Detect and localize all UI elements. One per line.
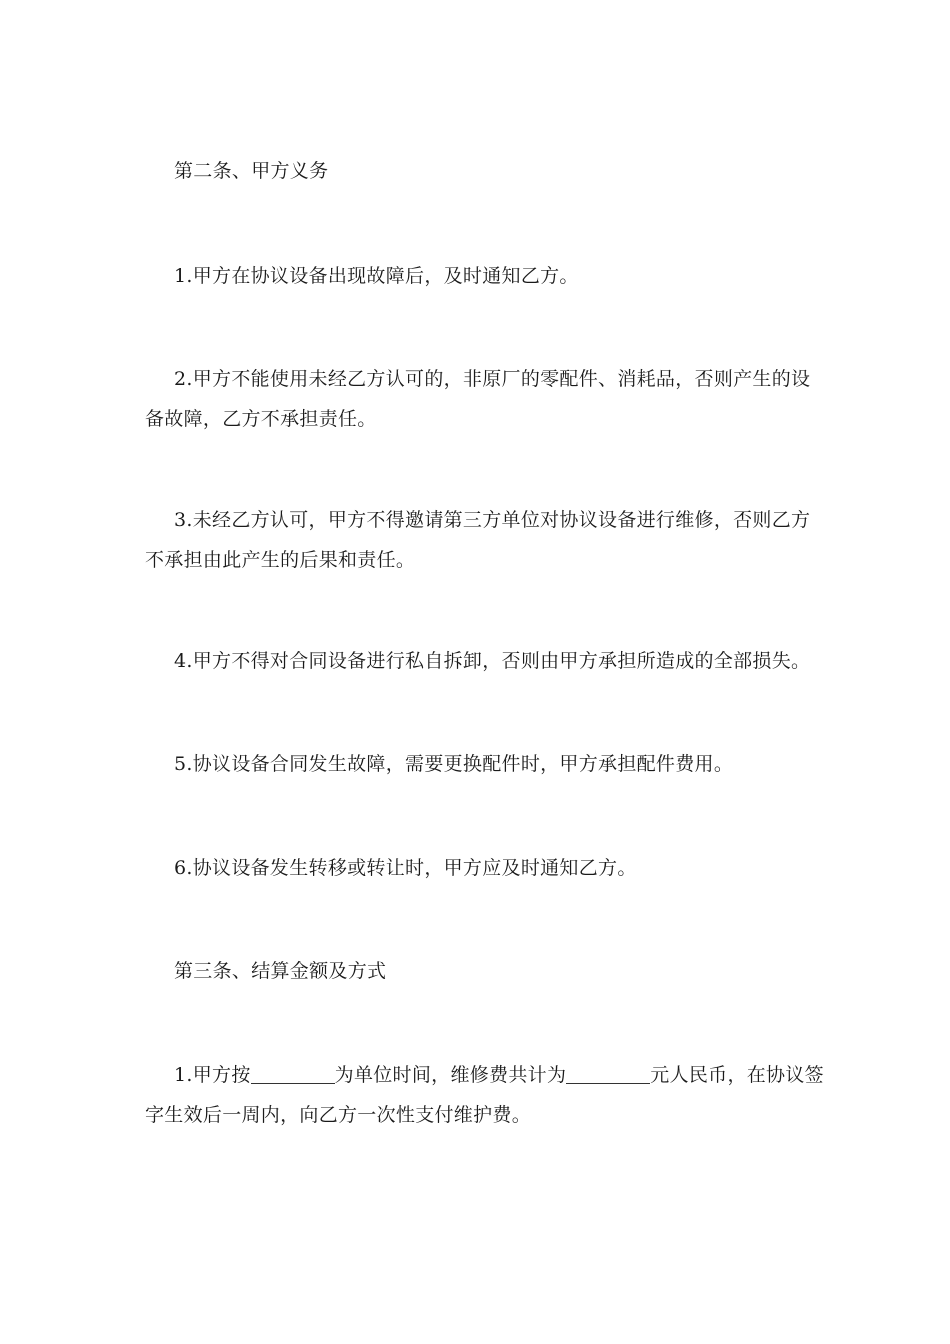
section-heading-2: 第二条、甲方义务	[174, 160, 329, 182]
fill-in-blank-time-unit	[251, 1063, 335, 1084]
clause-2-5: 5.协议设备合同发生故障，需要更换配件时，甲方承担配件费用。	[174, 753, 734, 775]
clause-3-1-text-b: 为单位时间，维修费共计为	[334, 1064, 567, 1086]
clause-3-1	[145, 1055, 825, 1135]
clause-2-4: 4.甲方不得对合同设备进行私自拆卸，否则由甲方承担所造成的全部损失。	[174, 650, 811, 672]
fill-in-blank-amount	[566, 1063, 650, 1084]
clause-2-6: 6.协议设备发生转移或转让时，甲方应及时通知乙方。	[174, 857, 637, 879]
clause-2-3: 3.未经乙方认可，甲方不得邀请第三方单位对协议设备进行维修，否则乙方不承担由此产生的后果和责任。	[145, 509, 811, 571]
clause-3-1-text-c: 元人民币，在协议签字生效后一周内，向乙方一次性支付维护费。	[145, 1064, 824, 1126]
clause-2-2: 2.甲方不能使用未经乙方认可的，非原厂的零配件、消耗品，否则产生的设备故障，乙方不承担责任。	[145, 368, 811, 430]
section-heading-3: 第三条、结算金额及方式	[174, 960, 387, 982]
clause-3-1-text-a: 1.甲方按	[174, 1064, 251, 1086]
clause-2-1: 1.甲方在协议设备出现故障后，及时通知乙方。	[174, 265, 579, 287]
